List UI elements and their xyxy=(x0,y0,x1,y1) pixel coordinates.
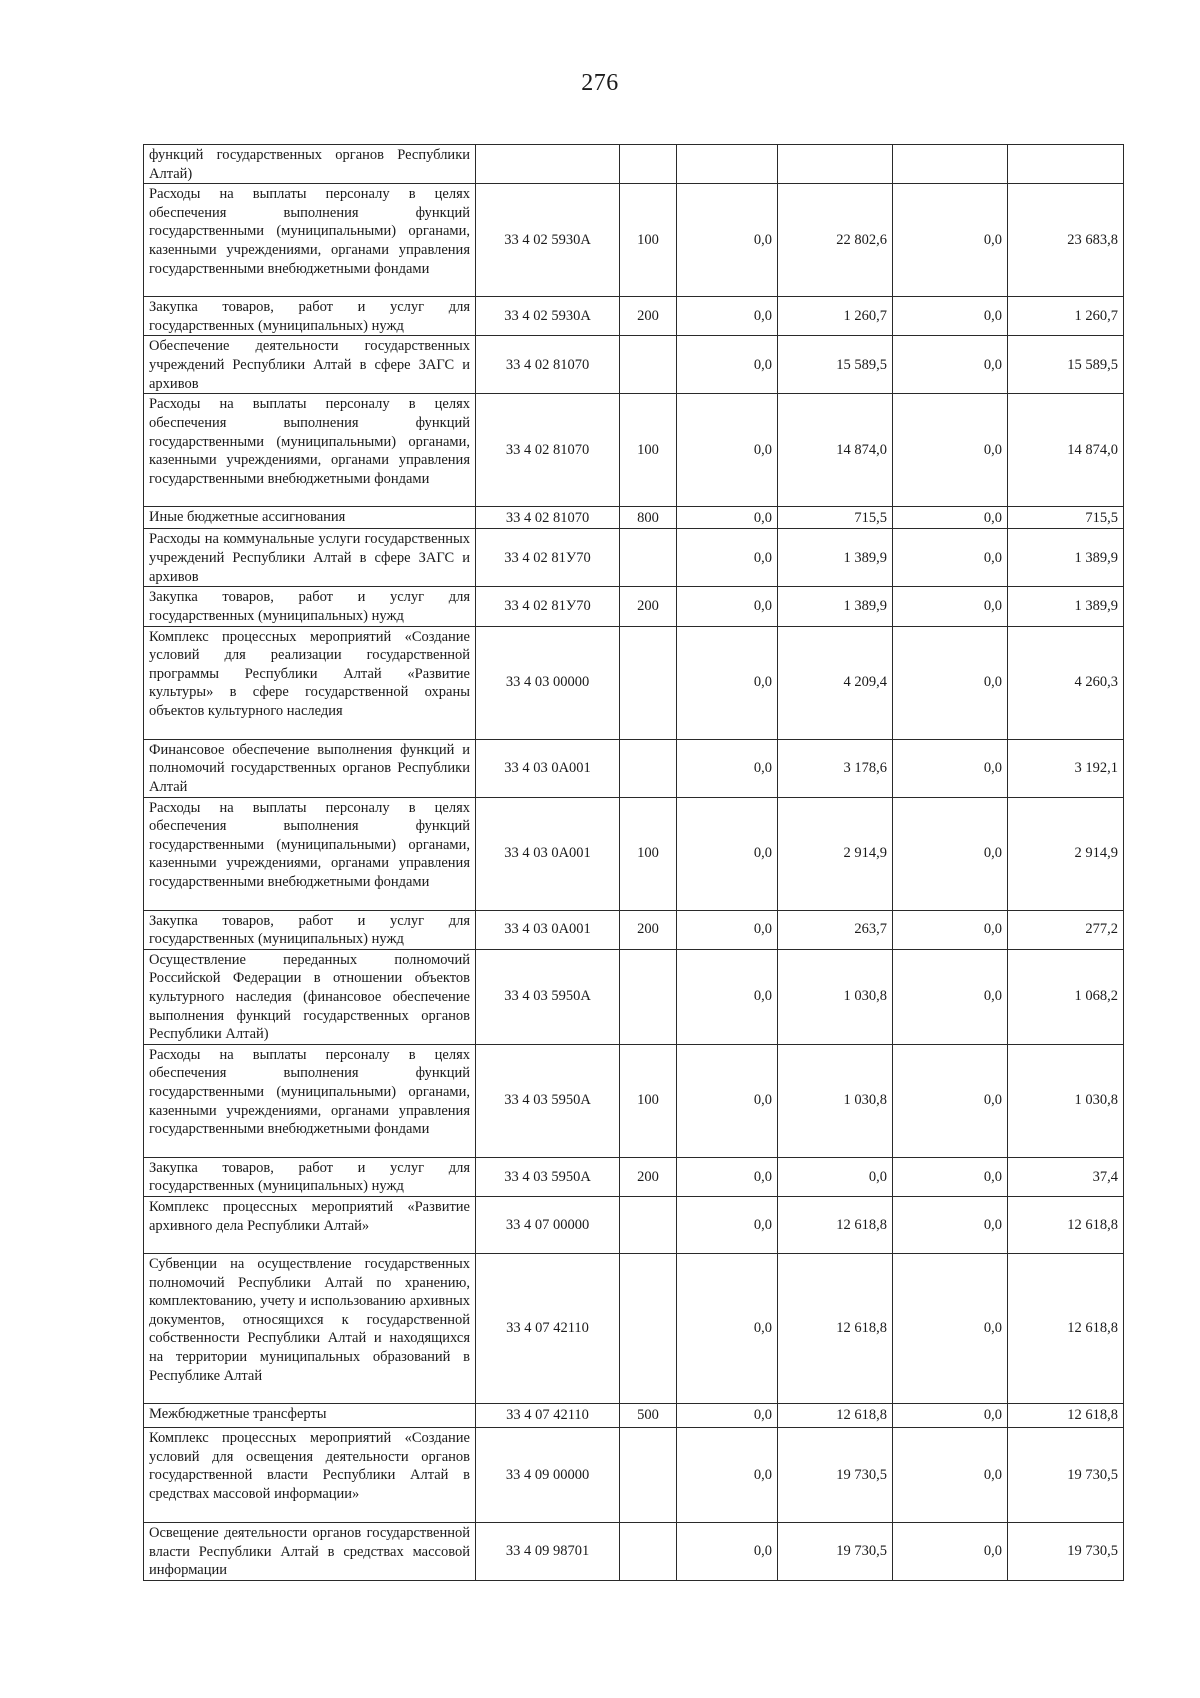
amount-cell-2: 19 730,5 xyxy=(778,1522,893,1580)
row-name-cell: Закупка товаров, работ и услуг для государственных (муниципальных) нужд xyxy=(144,910,476,949)
table-row xyxy=(144,529,1124,587)
row-name-cell: Расходы на коммунальные услуги государственных учреждений Республики Алтай в сфере ЗАГС и архивов xyxy=(144,529,476,587)
row-name-cell: Иные бюджетные ассигнования xyxy=(144,507,476,529)
amount-cell-4: 3 192,1 xyxy=(1008,739,1124,797)
target-article-code-cell: 33 4 03 5950А xyxy=(476,1157,620,1196)
amount-cell-1: 0,0 xyxy=(677,1196,778,1253)
amount-cell-4: 15 589,5 xyxy=(1008,336,1124,394)
table-row xyxy=(144,184,1124,297)
target-article-code-cell xyxy=(476,145,620,184)
table-row xyxy=(144,1427,1124,1522)
expense-type-code-cell xyxy=(620,626,677,739)
page-number: 276 xyxy=(581,70,619,96)
amount-cell-2: 1 389,9 xyxy=(778,587,893,626)
expense-type-code-cell: 100 xyxy=(620,1044,677,1157)
amount-cell-3: 0,0 xyxy=(893,1157,1008,1196)
amount-cell-3: 0,0 xyxy=(893,1044,1008,1157)
amount-cell-3: 0,0 xyxy=(893,910,1008,949)
amount-cell-1: 0,0 xyxy=(677,1427,778,1522)
budget-table xyxy=(143,144,1124,1581)
expense-type-code-cell: 200 xyxy=(620,297,677,336)
expense-type-code-cell: 200 xyxy=(620,1157,677,1196)
expense-type-code-cell: 800 xyxy=(620,507,677,529)
amount-cell-2: 12 618,8 xyxy=(778,1403,893,1427)
amount-cell-1: 0,0 xyxy=(677,394,778,507)
amount-cell-2: 12 618,8 xyxy=(778,1196,893,1253)
amount-cell-2: 263,7 xyxy=(778,910,893,949)
amount-cell-3: 0,0 xyxy=(893,587,1008,626)
amount-cell-4: 37,4 xyxy=(1008,1157,1124,1196)
expense-type-code-cell xyxy=(620,336,677,394)
amount-cell-3: 0,0 xyxy=(893,529,1008,587)
amount-cell-1: 0,0 xyxy=(677,529,778,587)
target-article-code-cell: 33 4 09 98701 xyxy=(476,1522,620,1580)
target-article-code-cell: 33 4 03 5950А xyxy=(476,1044,620,1157)
table-row xyxy=(144,797,1124,910)
amount-cell-3: 0,0 xyxy=(893,507,1008,529)
target-article-code-cell: 33 4 07 42110 xyxy=(476,1403,620,1427)
target-article-code-cell: 33 4 02 81070 xyxy=(476,507,620,529)
amount-cell-1: 0,0 xyxy=(677,949,778,1044)
target-article-code-cell: 33 4 02 81У70 xyxy=(476,529,620,587)
expense-type-code-cell xyxy=(620,145,677,184)
amount-cell-1: 0,0 xyxy=(677,1253,778,1403)
table-row xyxy=(144,1403,1124,1427)
amount-cell-3: 0,0 xyxy=(893,336,1008,394)
amount-cell-4: 1 068,2 xyxy=(1008,949,1124,1044)
amount-cell-2: 715,5 xyxy=(778,507,893,529)
table-row xyxy=(144,145,1124,184)
amount-cell-2: 1 030,8 xyxy=(778,1044,893,1157)
expense-type-code-cell xyxy=(620,1253,677,1403)
amount-cell-3: 0,0 xyxy=(893,1522,1008,1580)
expense-type-code-cell: 100 xyxy=(620,394,677,507)
amount-cell-2: 4 209,4 xyxy=(778,626,893,739)
amount-cell-1: 0,0 xyxy=(677,587,778,626)
amount-cell-2: 1 260,7 xyxy=(778,297,893,336)
amount-cell-2: 15 589,5 xyxy=(778,336,893,394)
amount-cell-1: 0,0 xyxy=(677,297,778,336)
row-name-cell: Осуществление переданных полномочий Российской Федерации в отношении объектов культурного наследия (финансовое обеспечение выполнения функций государственных органов Республики Алтай) xyxy=(144,949,476,1044)
amount-cell-1: 0,0 xyxy=(677,910,778,949)
amount-cell-4: 715,5 xyxy=(1008,507,1124,529)
amount-cell-2: 22 802,6 xyxy=(778,184,893,297)
table-row xyxy=(144,910,1124,949)
row-name-cell: Комплекс процессных мероприятий «Создание условий для реализации государственной программы Республики Алтай «Развитие культуры» в сфере государственной охраны объектов культурного наследия xyxy=(144,626,476,739)
amount-cell-1: 0,0 xyxy=(677,1157,778,1196)
target-article-code-cell: 33 4 02 5930А xyxy=(476,184,620,297)
amount-cell-2: 1 030,8 xyxy=(778,949,893,1044)
amount-cell-2: 0,0 xyxy=(778,1157,893,1196)
amount-cell-4: 19 730,5 xyxy=(1008,1427,1124,1522)
row-name-cell: Расходы на выплаты персоналу в целях обеспечения выполнения функций государственными (муниципальными) органами, казенными учреждениями, органами управления государственными внебюджетными фондами xyxy=(144,394,476,507)
table-row xyxy=(144,1253,1124,1403)
table-row xyxy=(144,297,1124,336)
table-row xyxy=(144,336,1124,394)
table-row xyxy=(144,626,1124,739)
expense-type-code-cell: 100 xyxy=(620,797,677,910)
amount-cell-4: 1 389,9 xyxy=(1008,587,1124,626)
expense-type-code-cell xyxy=(620,1196,677,1253)
amount-cell-3: 0,0 xyxy=(893,739,1008,797)
amount-cell-2: 1 389,9 xyxy=(778,529,893,587)
row-name-cell: Обеспечение деятельности государственных учреждений Республики Алтай в сфере ЗАГС и архивов xyxy=(144,336,476,394)
amount-cell-4 xyxy=(1008,145,1124,184)
amount-cell-4: 19 730,5 xyxy=(1008,1522,1124,1580)
amount-cell-4: 1 389,9 xyxy=(1008,529,1124,587)
row-name-cell: Расходы на выплаты персоналу в целях обеспечения выполнения функций государственными (муниципальными) органами, казенными учреждениями, органами управления государственными внебюджетными фондами xyxy=(144,797,476,910)
amount-cell-4: 12 618,8 xyxy=(1008,1196,1124,1253)
row-name-cell: Закупка товаров, работ и услуг для государственных (муниципальных) нужд xyxy=(144,587,476,626)
row-name-cell: Расходы на выплаты персоналу в целях обеспечения выполнения функций государственными (муниципальными) органами, казенными учреждениями, органами управления государственными внебюджетными фондами xyxy=(144,184,476,297)
expense-type-code-cell xyxy=(620,529,677,587)
target-article-code-cell: 33 4 02 81У70 xyxy=(476,587,620,626)
amount-cell-3: 0,0 xyxy=(893,184,1008,297)
amount-cell-1: 0,0 xyxy=(677,507,778,529)
table-row xyxy=(144,507,1124,529)
amount-cell-3: 0,0 xyxy=(893,797,1008,910)
table-row xyxy=(144,1044,1124,1157)
amount-cell-1: 0,0 xyxy=(677,336,778,394)
amount-cell-3: 0,0 xyxy=(893,1403,1008,1427)
expense-type-code-cell: 200 xyxy=(620,587,677,626)
expense-type-code-cell: 200 xyxy=(620,910,677,949)
target-article-code-cell: 33 4 03 0А001 xyxy=(476,797,620,910)
amount-cell-4: 2 914,9 xyxy=(1008,797,1124,910)
amount-cell-4: 277,2 xyxy=(1008,910,1124,949)
amount-cell-4: 1 260,7 xyxy=(1008,297,1124,336)
row-name-cell: Межбюджетные трансферты xyxy=(144,1403,476,1427)
target-article-code-cell: 33 4 03 00000 xyxy=(476,626,620,739)
amount-cell-4: 1 030,8 xyxy=(1008,1044,1124,1157)
table-row xyxy=(144,587,1124,626)
target-article-code-cell: 33 4 03 0А001 xyxy=(476,739,620,797)
table-row xyxy=(144,1522,1124,1580)
amount-cell-4: 4 260,3 xyxy=(1008,626,1124,739)
amount-cell-1: 0,0 xyxy=(677,739,778,797)
amount-cell-2: 12 618,8 xyxy=(778,1253,893,1403)
row-name-cell: Комплекс процессных мероприятий «Развитие архивного дела Республики Алтай» xyxy=(144,1196,476,1253)
target-article-code-cell: 33 4 02 5930А xyxy=(476,297,620,336)
table-row xyxy=(144,949,1124,1044)
table-row xyxy=(144,394,1124,507)
row-name-cell: Финансовое обеспечение выполнения функций и полномочий государственных органов Республики Алтай xyxy=(144,739,476,797)
amount-cell-3: 0,0 xyxy=(893,1253,1008,1403)
target-article-code-cell: 33 4 02 81070 xyxy=(476,394,620,507)
target-article-code-cell: 33 4 03 5950А xyxy=(476,949,620,1044)
expense-type-code-cell xyxy=(620,739,677,797)
target-article-code-cell: 33 4 09 00000 xyxy=(476,1427,620,1522)
target-article-code-cell: 33 4 07 00000 xyxy=(476,1196,620,1253)
amount-cell-3 xyxy=(893,145,1008,184)
table-row xyxy=(144,1196,1124,1253)
row-name-cell: функций государственных органов Республики Алтай) xyxy=(144,145,476,184)
amount-cell-2: 14 874,0 xyxy=(778,394,893,507)
expense-type-code-cell xyxy=(620,1427,677,1522)
amount-cell-4: 23 683,8 xyxy=(1008,184,1124,297)
row-name-cell: Закупка товаров, работ и услуг для государственных (муниципальных) нужд xyxy=(144,1157,476,1196)
amount-cell-1 xyxy=(677,145,778,184)
row-name-cell: Расходы на выплаты персоналу в целях обеспечения выполнения функций государственными (муниципальными) органами, казенными учреждениями, органами управления государственными внебюджетными фондами xyxy=(144,1044,476,1157)
amount-cell-1: 0,0 xyxy=(677,626,778,739)
amount-cell-2 xyxy=(778,145,893,184)
amount-cell-3: 0,0 xyxy=(893,626,1008,739)
amount-cell-1: 0,0 xyxy=(677,184,778,297)
amount-cell-1: 0,0 xyxy=(677,797,778,910)
amount-cell-2: 2 914,9 xyxy=(778,797,893,910)
table-row xyxy=(144,1157,1124,1196)
target-article-code-cell: 33 4 02 81070 xyxy=(476,336,620,394)
amount-cell-3: 0,0 xyxy=(893,949,1008,1044)
row-name-cell: Освещение деятельности органов государственной власти Республики Алтай в средствах массовой информации xyxy=(144,1522,476,1580)
amount-cell-2: 19 730,5 xyxy=(778,1427,893,1522)
amount-cell-4: 12 618,8 xyxy=(1008,1253,1124,1403)
amount-cell-3: 0,0 xyxy=(893,1427,1008,1522)
amount-cell-1: 0,0 xyxy=(677,1044,778,1157)
amount-cell-3: 0,0 xyxy=(893,1196,1008,1253)
amount-cell-2: 3 178,6 xyxy=(778,739,893,797)
amount-cell-4: 12 618,8 xyxy=(1008,1403,1124,1427)
expense-type-code-cell: 500 xyxy=(620,1403,677,1427)
target-article-code-cell: 33 4 03 0А001 xyxy=(476,910,620,949)
amount-cell-4: 14 874,0 xyxy=(1008,394,1124,507)
expense-type-code-cell xyxy=(620,1522,677,1580)
row-name-cell: Закупка товаров, работ и услуг для государственных (муниципальных) нужд xyxy=(144,297,476,336)
target-article-code-cell: 33 4 07 42110 xyxy=(476,1253,620,1403)
amount-cell-1: 0,0 xyxy=(677,1403,778,1427)
row-name-cell: Субвенции на осуществление государственных полномочий Республики Алтай по хранению, комплектованию, учету и использованию архивных документов, относящихся к государственной собственности Республики Алтай и находящихся на территории муниципальных образований в Республике Алтай xyxy=(144,1253,476,1403)
budget-table-body xyxy=(144,145,1124,1581)
amount-cell-3: 0,0 xyxy=(893,297,1008,336)
table-row xyxy=(144,739,1124,797)
expense-type-code-cell: 100 xyxy=(620,184,677,297)
amount-cell-1: 0,0 xyxy=(677,1522,778,1580)
expense-type-code-cell xyxy=(620,949,677,1044)
row-name-cell: Комплекс процессных мероприятий «Создание условий для освещения деятельности органов государственной власти Республики Алтай в средствах массовой информации» xyxy=(144,1427,476,1522)
amount-cell-3: 0,0 xyxy=(893,394,1008,507)
